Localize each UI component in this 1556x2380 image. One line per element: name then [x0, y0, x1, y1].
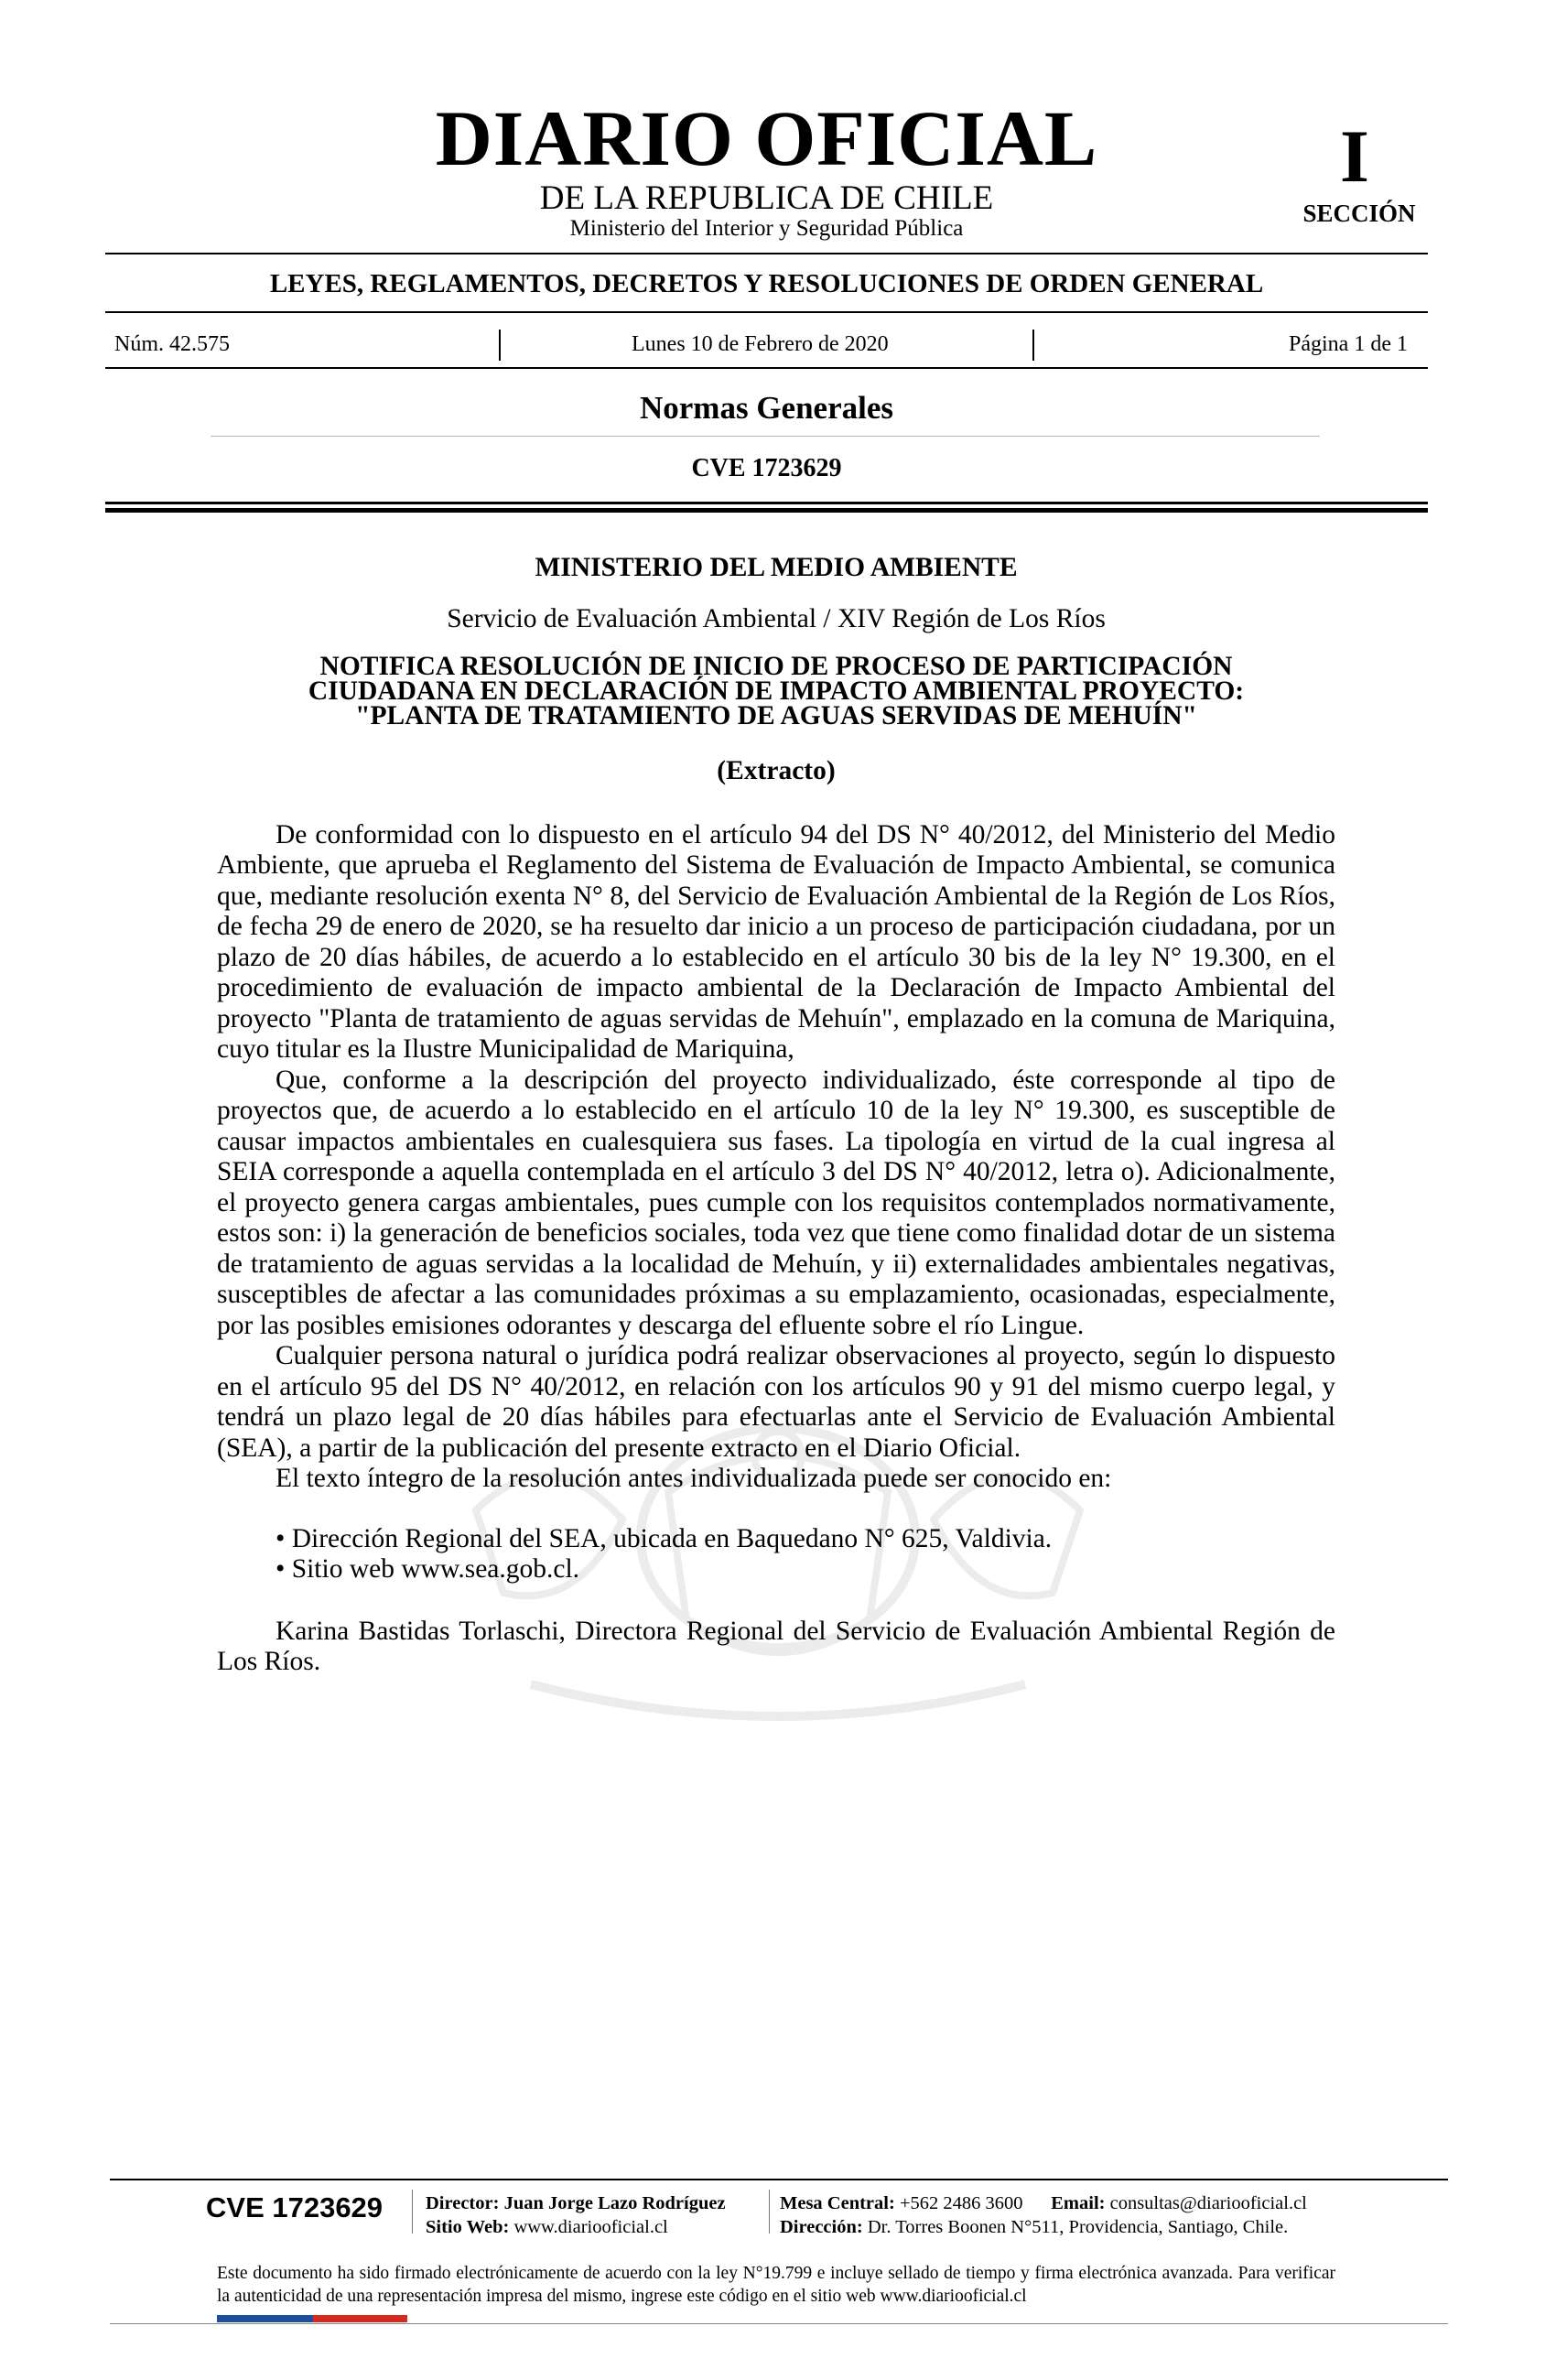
header-double-rule-bottom [105, 508, 1428, 513]
masthead-ministry: Ministerio del Interior y Seguridad Pública [569, 216, 964, 241]
issue-separator [1032, 330, 1034, 361]
website-link[interactable]: www.diariooficial.cl [513, 2217, 668, 2237]
issue-date: Lunes 10 de Febrero de 2020 [632, 332, 889, 356]
footer-contact-block [780, 2191, 1307, 2239]
footer-cve: CVE 1723629 [206, 2191, 384, 2223]
cve-code: CVE 1723629 [691, 454, 842, 482]
masthead-subtitle: DE LA REPUBLICA DE CHILE [539, 179, 994, 217]
list-item: • Dirección Regional del SEA, ubicada en Baquedano N° 625, Valdivia. [276, 1523, 1053, 1553]
issue-separator [499, 330, 501, 361]
category-heading: LEYES, REGLAMENTOS, DECRETOS Y RESOLUCIONES DE ORDEN GENERAL [269, 269, 1264, 298]
section-title-rule [211, 436, 1320, 437]
director-label: Director: [426, 2193, 500, 2213]
footer-rule [110, 2179, 1448, 2180]
footer-note: Este documento ha sido firmado electrónicamente de acuerdo con la ley N°19.799 e incluye sellado de tiempo y firma electrónica avanzada. Para verificar la autenticidad de una representación impresa del mismo, ingrese este código en el sitio web www.diariooficial.cl [217, 2264, 1335, 2306]
section-numeral: I [1340, 114, 1369, 198]
section-title: Normas Generales [639, 390, 893, 426]
email-label: Email: [1051, 2193, 1106, 2213]
address-value: Dr. Torres Boonen N°511, Providencia, Santiago, Chile. [867, 2217, 1289, 2237]
body-paragraphs [217, 820, 1335, 1495]
resolution-heading-line: "PLANTA DE TRATAMIENTO DE AGUAS SERVIDAS DE MEHUÍN" [355, 701, 1197, 730]
body-paragraph: De conformidad con lo dispuesto en el artículo 94 del DS N° 40/2012, del Ministerio del Medio Ambiente, que aprueba el Reglamento del Sistema de Evaluación de Impacto Ambiental, se comunica que, mediante resolución exenta N° 8, del Servicio de Evaluación Ambiental de la Región de Los Ríos, de fecha 29 de enero de 2020, se ha resuelto dar inicio a un proceso de participación ciudadana, por un plazo de 20 días hábiles, de acuerdo a lo establecido en el artículo 30 bis de la ley N° 19.300, en el procedimiento de evaluación de impacto ambiental de la Declaración de Impacto Ambiental del proyecto "Planta de tratamiento de aguas servidas de Mehuín", emplazado en la comuna de Mariquina, cuyo titular es la Ilustre Municipalidad de Mariquina, [217, 819, 1335, 1064]
issue-page: Página 1 de 1 [1289, 332, 1408, 356]
director-value: Juan Jorge Lazo Rodríguez [503, 2193, 726, 2213]
category-rule [105, 311, 1428, 313]
bottom-rule [110, 2323, 1448, 2324]
body-paragraph: El texto íntegro de la resolución antes individualizada puede ser conocido en: [276, 1464, 1112, 1493]
footer-separator [412, 2190, 413, 2234]
footer-separator [769, 2190, 770, 2234]
flag-bar-red [313, 2315, 407, 2322]
website-label: Sitio Web: [426, 2217, 510, 2237]
email-link[interactable]: consultas@diariooficial.cl [1109, 2193, 1307, 2213]
resolution-heading-line: NOTIFICA RESOLUCIÓN DE INICIO DE PROCESO DE PARTICIPACIÓN [319, 652, 1233, 681]
extract-label: (Extracto) [717, 756, 836, 785]
list-item: • Sitio web www.sea.gob.cl. [276, 1554, 580, 1584]
issue-rule [105, 367, 1428, 369]
header-double-rule-top [105, 502, 1428, 504]
flag-bar-blue [217, 2315, 313, 2322]
signature: Karina Bastidas Torlaschi, Directora Regional del Servicio de Evaluación Ambiental Región de Los Ríos. [217, 1616, 1335, 1676]
service-line: Servicio de Evaluación Ambiental / XIV Región de Los Ríos [447, 603, 1106, 633]
resolution-heading [217, 654, 1335, 729]
phone-label: Mesa Central: [780, 2193, 895, 2213]
footer-director-block [426, 2191, 726, 2239]
issue-number: Núm. 42.575 [114, 332, 230, 356]
ministry-heading: MINISTERIO DEL MEDIO AMBIENTE [535, 553, 1018, 582]
contact-list [217, 1524, 1335, 1585]
address-label: Dirección: [780, 2217, 863, 2237]
phone-value: +562 2486 3600 [899, 2193, 1023, 2213]
masthead-rule [105, 253, 1428, 254]
resolution-heading-line: CIUDADANA EN DECLARACIÓN DE IMPACTO AMBIENTAL PROYECTO: [308, 676, 1245, 706]
body-paragraph: Cualquier persona natural o jurídica podrá realizar observaciones al proyecto, según lo dispuesto en el artículo 95 del DS N° 40/2012, en relación con los artículos 90 y 91 del mismo cuerpo legal, y tendrá un plazo legal de 20 días hábiles para efectuarlas ante el Servicio de Evaluación Ambiental (SEA), a partir de la publicación del presente extracto en el Diario Oficial. [217, 1341, 1335, 1463]
body-paragraph: Que, conforme a la descripción del proyecto individualizado, éste corresponde al tipo de proyectos que, de acuerdo a lo establecido en el artículo 10 de la ley N° 19.300, es susceptible de causar impactos ambientales en cualesquiera sus fases. La tipología en virtud de la cual ingresa al SEIA corresponde a aquella contemplada en el artículo 3 del DS N° 40/2012, letra o). Adicionalmente, el proyecto genera cargas ambientales, pues cumple con los requisitos contemplados normativamente, estos son: i) la generación de beneficios sociales, toda vez que tiene como finalidad dotar de un sistema de tratamiento de aguas servidas a la localidad de Mehuín, y ii) externalidades ambientales negativas, susceptibles de afectar a las comunidades próximas a su emplazamiento, ocasionadas, especialmente, por las posibles emisiones odorantes y descarga del efluente sobre el río Lingue. [217, 1065, 1335, 1340]
section-label: SECCIÓN [1302, 200, 1416, 227]
masthead-title: DIARIO OFICIAL [435, 94, 1098, 182]
document-body [217, 549, 1335, 1678]
